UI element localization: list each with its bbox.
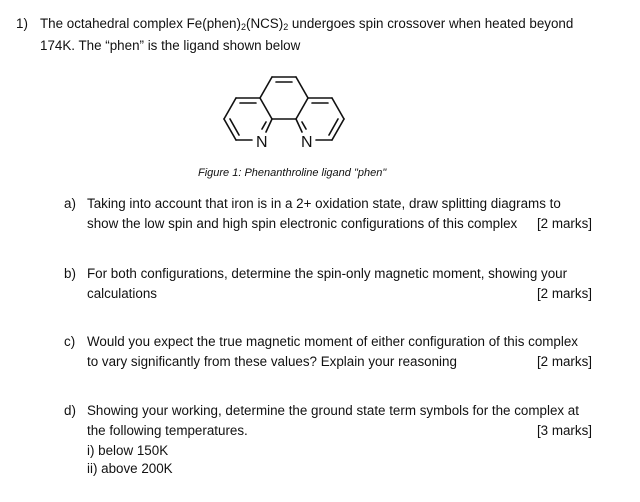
phenanthroline-structure bbox=[200, 68, 370, 166]
sub-item-i: i) below 150K bbox=[87, 443, 169, 458]
part-text-line2: calculations bbox=[87, 286, 157, 301]
part-text-line2: to vary significantly from these values? Explain your reasoning bbox=[87, 354, 457, 369]
bond-left-5-double bbox=[262, 122, 266, 129]
part-text-line2: the following temperatures. bbox=[87, 423, 248, 438]
question-intro-line2: 174K. The “phen” is the ligand shown below bbox=[40, 38, 301, 53]
bond-left-2 bbox=[224, 98, 236, 119]
marks-label: [2 marks] bbox=[536, 216, 592, 231]
marks-label: [2 marks] bbox=[536, 286, 592, 301]
bond-right-2 bbox=[332, 98, 344, 119]
part-label: a) bbox=[64, 196, 76, 211]
bond-left-3 bbox=[224, 119, 236, 140]
part-label: c) bbox=[64, 334, 76, 349]
nitrogen-left-label: N bbox=[256, 134, 268, 151]
bond-right-5-double bbox=[302, 122, 306, 129]
part-text-line1: For both configurations, determine the spin-only magnetic moment, showing your bbox=[87, 266, 568, 281]
bond-mid-3 bbox=[296, 98, 308, 119]
part-text-line1: Showing your working, determine the ground state term symbols for the complex at bbox=[87, 403, 579, 418]
marks-label: [2 marks] bbox=[536, 354, 592, 369]
marks-label: [3 marks] bbox=[536, 423, 592, 438]
part-text-line2: show the low spin and high spin electronic configurations of this complex bbox=[87, 216, 518, 231]
part-label: d) bbox=[64, 403, 76, 418]
bond-left-5 bbox=[266, 119, 272, 132]
nitrogen-right-label: N bbox=[301, 134, 313, 151]
part-label: b) bbox=[64, 266, 76, 281]
bond-right-5 bbox=[296, 119, 302, 132]
figure-caption: Figure 1: Phenanthroline ligand "phen" bbox=[198, 167, 387, 179]
question-number: 1) bbox=[16, 16, 28, 31]
question-intro-line1: The octahedral complex $Fe(phen)_2(NCS)_2$ undergoes spin crossover when heated beyond bbox=[40, 16, 574, 32]
part-text-line1: Would you expect the true magnetic moment of either configuration of this complex bbox=[87, 334, 579, 349]
bond-right-3 bbox=[332, 119, 344, 140]
sub-item-ii: ii) above 200K bbox=[87, 461, 173, 476]
part-text-line1: Taking into account that iron is in a 2+ oxidation state, draw splitting diagrams to bbox=[87, 196, 561, 211]
bond-mid-4 bbox=[260, 98, 272, 119]
bond-mid-1 bbox=[260, 77, 272, 98]
bond-mid-2 bbox=[296, 77, 308, 98]
